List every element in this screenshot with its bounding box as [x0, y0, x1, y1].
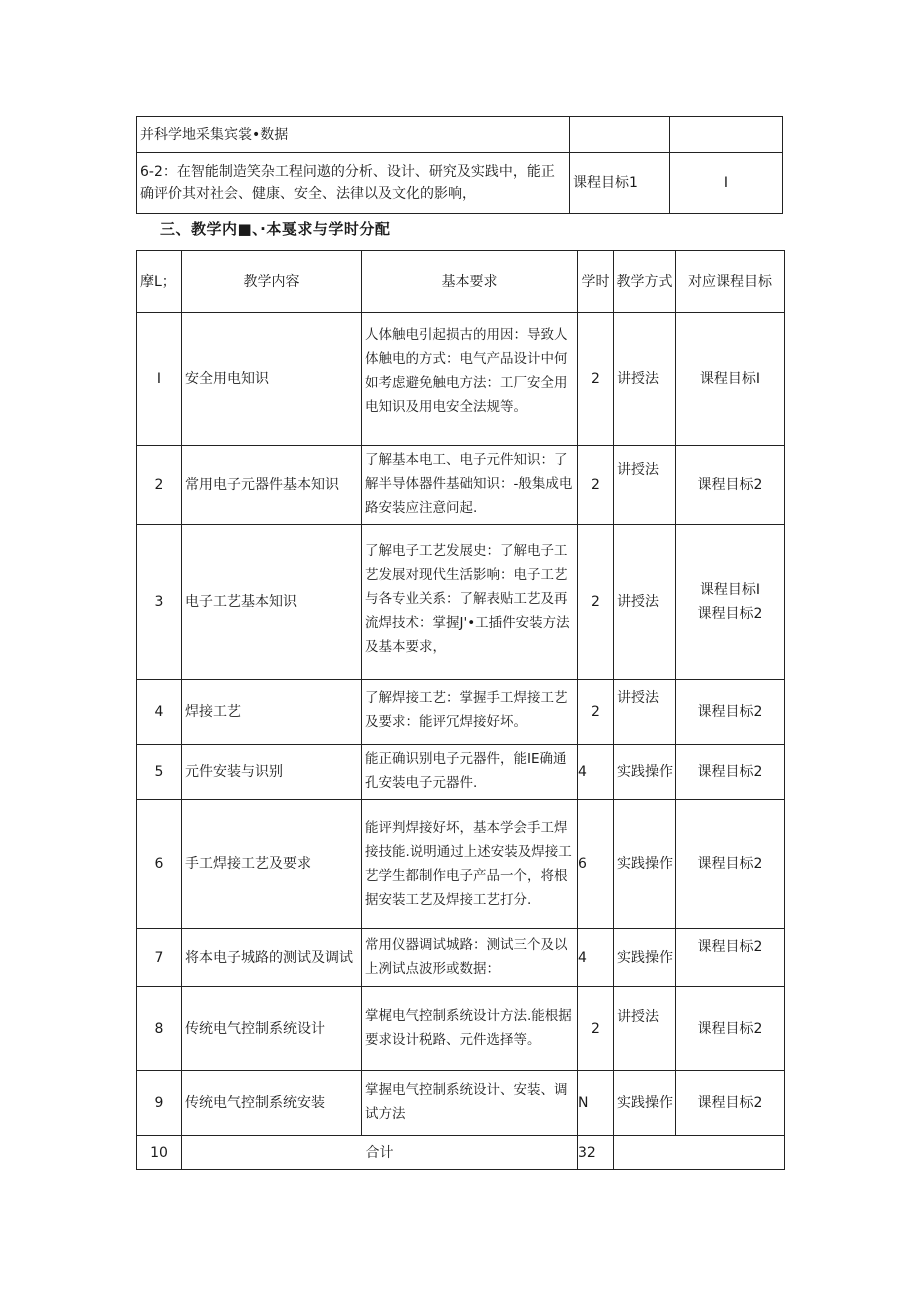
row-content: 手工焊接工艺及要求	[182, 800, 362, 929]
objective-target: 课程目标1	[570, 153, 670, 214]
objective-target-cell	[570, 117, 670, 153]
header-seq: 摩L；	[137, 251, 182, 313]
row-method: 实践操作	[614, 929, 676, 987]
row-hours: 2	[578, 680, 614, 745]
header-target: 对应课程目标	[676, 251, 785, 313]
row-hours: 2	[578, 313, 614, 446]
header-method: 教学方式	[614, 251, 676, 313]
row-content: 焊接工艺	[182, 680, 362, 745]
target-line: 课程目标2	[697, 764, 763, 780]
table-row	[137, 313, 785, 446]
total-empty	[614, 1136, 785, 1170]
header-content: 教学内容	[182, 251, 362, 313]
row-target	[676, 929, 785, 987]
table-row	[137, 680, 785, 745]
row-hours: 4	[578, 745, 614, 800]
table-row	[137, 929, 785, 987]
table-row	[137, 987, 785, 1071]
target-line: 课程目标2	[697, 1020, 763, 1037]
target-line: 课程目标I	[699, 582, 761, 598]
row-content: 常用电子元器件基本知识	[182, 446, 362, 525]
row-seq: 3	[137, 525, 182, 680]
target-line: 课程目标2	[697, 1095, 763, 1111]
row-requirement: 掌梶电气控制系统设计方法.能根据要求设计税路、元件选择等。	[362, 987, 578, 1071]
row-seq: I	[137, 313, 182, 446]
row-seq: 2	[137, 446, 182, 525]
row-content: 安全用电知识	[182, 313, 362, 446]
row-method: 讲授法	[614, 987, 676, 1071]
row-seq: 6	[137, 800, 182, 929]
objectives-table	[136, 116, 783, 214]
row-target	[676, 525, 785, 680]
row-method: 讲授法	[614, 525, 676, 680]
row-method: 讲授法	[614, 313, 676, 446]
row-hours: 2	[578, 446, 614, 525]
row-requirement: 掌握电气控制系统设计、安装、调试方法	[362, 1071, 578, 1136]
section-heading: 三、教学内■、·本戛求与学时分配	[160, 220, 391, 238]
target-line: 课程目标2	[697, 939, 763, 955]
row-hours: 4	[578, 929, 614, 987]
row-content: 元件安装与识别	[182, 745, 362, 800]
target-line: 课程目标2	[697, 856, 763, 872]
row-target	[676, 446, 785, 525]
objective-mark: I	[670, 153, 783, 214]
row-method: 讲授法	[614, 446, 676, 525]
table-row	[137, 1071, 785, 1136]
row-seq: 9	[137, 1071, 182, 1136]
row-hours: 2	[578, 525, 614, 680]
row-requirement: 能正确识别电子元器件，能IE确通孔安装电子元器件.	[362, 745, 578, 800]
table-row	[137, 525, 785, 680]
row-requirement: 人体触电引起损古的用因：导致人体触电的方式：电气产品设计中何如考虑避免触电方法：工厂安全用电知识及用电安全法规等。	[362, 313, 578, 446]
row-seq: 7	[137, 929, 182, 987]
objective-mark-cell	[670, 117, 783, 153]
objectives-row	[137, 153, 783, 214]
row-target	[676, 680, 785, 745]
row-method: 实践操作	[614, 800, 676, 929]
row-seq: 5	[137, 745, 182, 800]
row-content: 将本电子城路的测试及调试	[182, 929, 362, 987]
row-target	[676, 745, 785, 800]
row-target	[676, 313, 785, 446]
header-hours: 学时	[578, 251, 614, 313]
table-row	[137, 745, 785, 800]
row-seq: 8	[137, 987, 182, 1071]
row-requirement: 常用仪器调试城路：测试三个及以上冽试点波形或数据：	[362, 929, 578, 987]
row-method: 讲授法	[614, 680, 676, 745]
row-target	[676, 1071, 785, 1136]
total-hours: 32	[578, 1136, 614, 1170]
teaching-content-table	[136, 250, 785, 1170]
row-target	[676, 987, 785, 1071]
row-content: 传统电气控制系统设计	[182, 987, 362, 1071]
row-content: 传统电气控制系统安装	[182, 1071, 362, 1136]
row-target	[676, 800, 785, 929]
row-requirement: 了解基本电工、电子元件知识：了解半导体器件基础知识：-般集成电路安装应注意问起.	[362, 446, 578, 525]
total-row	[137, 1136, 785, 1170]
row-hours: 2	[578, 987, 614, 1071]
total-seq: 10	[137, 1136, 182, 1170]
target-line: 课程目标2	[697, 606, 763, 622]
objective-text: 6-2：在智能制造笑杂工程问遨的分析、设计、研究及实践中，能正确评价其对社会、健康、安全、法律以及文化的影响，	[137, 153, 570, 214]
target-line: 课程目标I	[699, 371, 761, 387]
table-row	[137, 800, 785, 929]
target-line: 课程目标2	[697, 477, 763, 493]
objective-text: 并科学地采集宾裳•数据	[137, 117, 570, 153]
header-requirement: 基本要求	[362, 251, 578, 313]
table-header-row	[137, 251, 785, 313]
row-method: 实践操作	[614, 745, 676, 800]
row-requirement: 能评判焊接好坏，基本学会手工焊接技能.说明通过上述安装及焊接工艺学生都制作电子产品一个，将根据安装工艺及焊接工艺打分.	[362, 800, 578, 929]
row-hours: 6	[578, 800, 614, 929]
row-method: 实践操作	[614, 1071, 676, 1136]
row-requirement: 了解焊接工艺：掌握手工焊接工艺及要求：能评冗焊接好坏。	[362, 680, 578, 745]
table-row	[137, 446, 785, 525]
row-seq: 4	[137, 680, 182, 745]
row-requirement: 了解电子工艺发展史：了解电子工艺发展对现代生活影响：电子工艺与各专业关系：了解表贴工艺及再流焊技术：掌握J'•工插件安装方法及基本要求，	[362, 525, 578, 680]
total-label: 合计	[182, 1136, 578, 1170]
target-line: 课程目标2	[697, 704, 763, 720]
row-hours: N	[578, 1071, 614, 1136]
row-content: 电子工艺基本知识	[182, 525, 362, 680]
objectives-row	[137, 117, 783, 153]
